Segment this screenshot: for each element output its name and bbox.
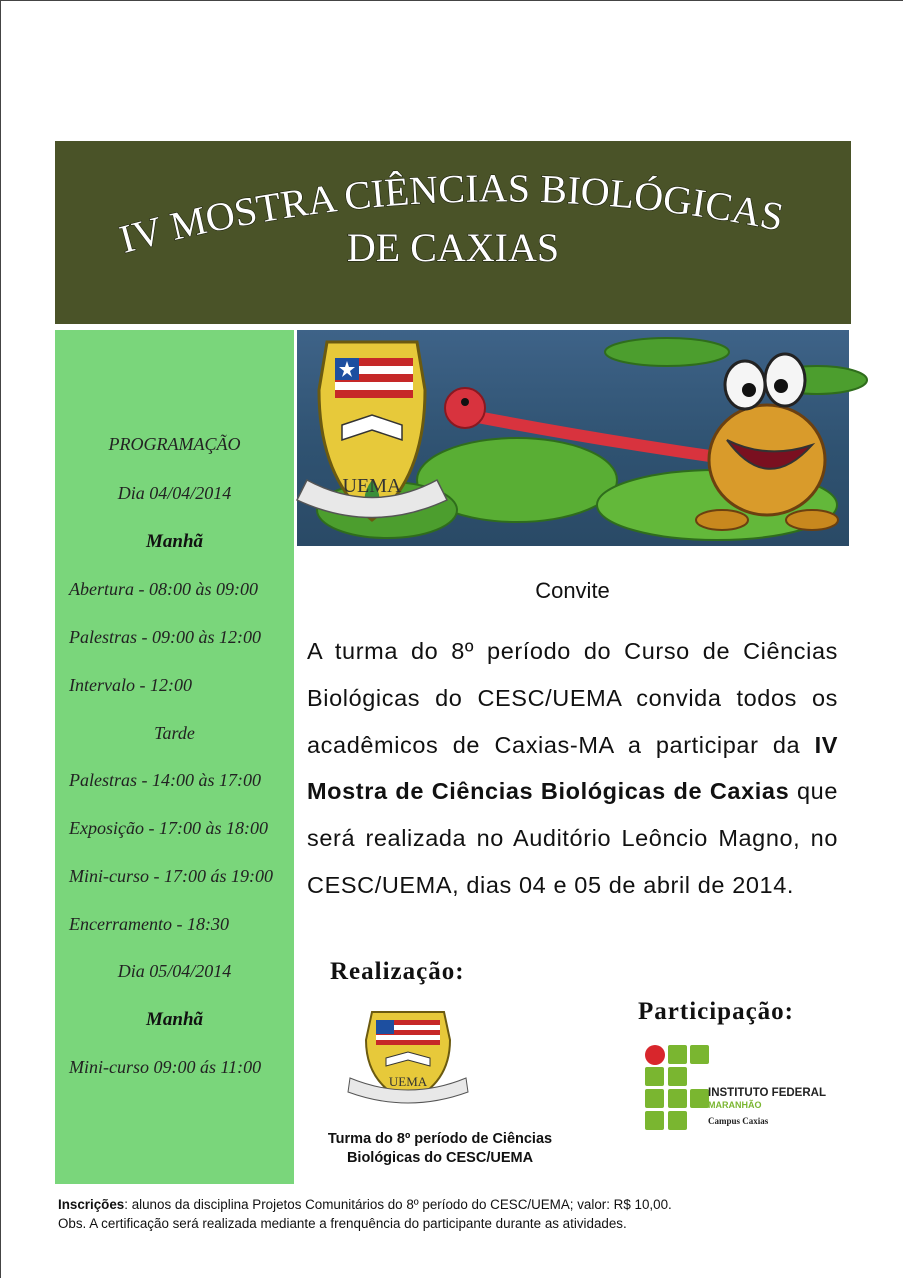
program-item: Intervalo - 12:00: [69, 675, 192, 695]
footer-line-inscricoes: [58, 1195, 888, 1214]
svg-text:UEMA: UEMA: [342, 475, 402, 497]
title-banner: [55, 141, 851, 324]
program-afternoon: Tarde: [154, 723, 195, 743]
invite-event-name: IV Mostra de Ciências Biológicas de Caxias: [307, 731, 838, 805]
uema-logo: [346, 1006, 470, 1111]
fly-icon: [461, 398, 469, 406]
program-column: [55, 330, 294, 1184]
ifma-logo-line1: INSTITUTO FEDERAL: [708, 1087, 826, 1099]
program-item: Abertura - 08:00 às 09:00: [69, 579, 258, 599]
ifma-logo: [644, 1044, 826, 1135]
program-heading: PROGRAMAÇÃO: [108, 434, 241, 454]
ifma-logo-line2: MARANHÃO: [708, 1100, 762, 1110]
invite-text: que será realizada no Auditório Leôncio Magno, no CESC/UEMA, dias 04 e 05 de abril de 2014.: [307, 778, 838, 898]
footer-label: Inscrições: [58, 1197, 125, 1212]
program-day1: Dia 04/04/2014: [117, 483, 232, 503]
program-item: Mini-curso - 17:00 ás 19:00: [69, 866, 273, 886]
program-morning2: Manhã: [145, 1009, 204, 1030]
invite-text: A turma do 8º período do Curso de Ciências Biológicas do CESC/UEMA convida todos os acadêmicos de Caxias-MA a participar da: [307, 638, 838, 758]
banner-title-line1: IV MOSTRA CIÊNCIAS BIOLÓGICAS: [114, 165, 788, 262]
program-item: Encerramento - 18:30: [69, 914, 229, 934]
tongue-tip-icon: [445, 388, 485, 428]
program-item: Mini-curso 09:00 ás 11:00: [69, 1057, 262, 1077]
frog-illustration: [297, 330, 849, 546]
uema-logo-label: UEMA: [388, 1074, 428, 1089]
ifma-logo-line3: Campus Caxias: [708, 1116, 769, 1126]
program-day2: Dia 05/04/2014: [117, 961, 232, 981]
participacao-title: Participação:: [638, 998, 795, 1025]
uema-emblem-icon: [297, 342, 447, 520]
realizacao-title: Realização:: [330, 958, 465, 985]
program-item: Exposição - 17:00 às 18:00: [69, 818, 268, 838]
footer-text: : alunos da disciplina Projetos Comunitários do 8º período do CESC/UEMA; valor: R$ 10,00.: [124, 1197, 672, 1212]
invite-title: Convite: [535, 578, 610, 603]
realizacao-caption: [300, 1130, 580, 1168]
program-item: Palestras - 09:00 às 12:00: [69, 627, 261, 647]
program-morning1: Manhã: [145, 531, 204, 552]
caption-line: Turma do 8º período de Ciências: [327, 1131, 553, 1147]
program-item: Palestras - 14:00 às 17:00: [69, 770, 261, 790]
banner-title-line2: DE CAXIAS: [346, 225, 560, 270]
lily-pad-icon: [605, 338, 729, 366]
caption-line: Biológicas do CESC/UEMA: [346, 1150, 534, 1166]
invite-body: [307, 628, 838, 909]
footer-line-obs: Obs. A certificação será realizada mediante a frenquência do participante durante as atividades.: [58, 1216, 627, 1231]
footer-notes: [58, 1195, 888, 1233]
